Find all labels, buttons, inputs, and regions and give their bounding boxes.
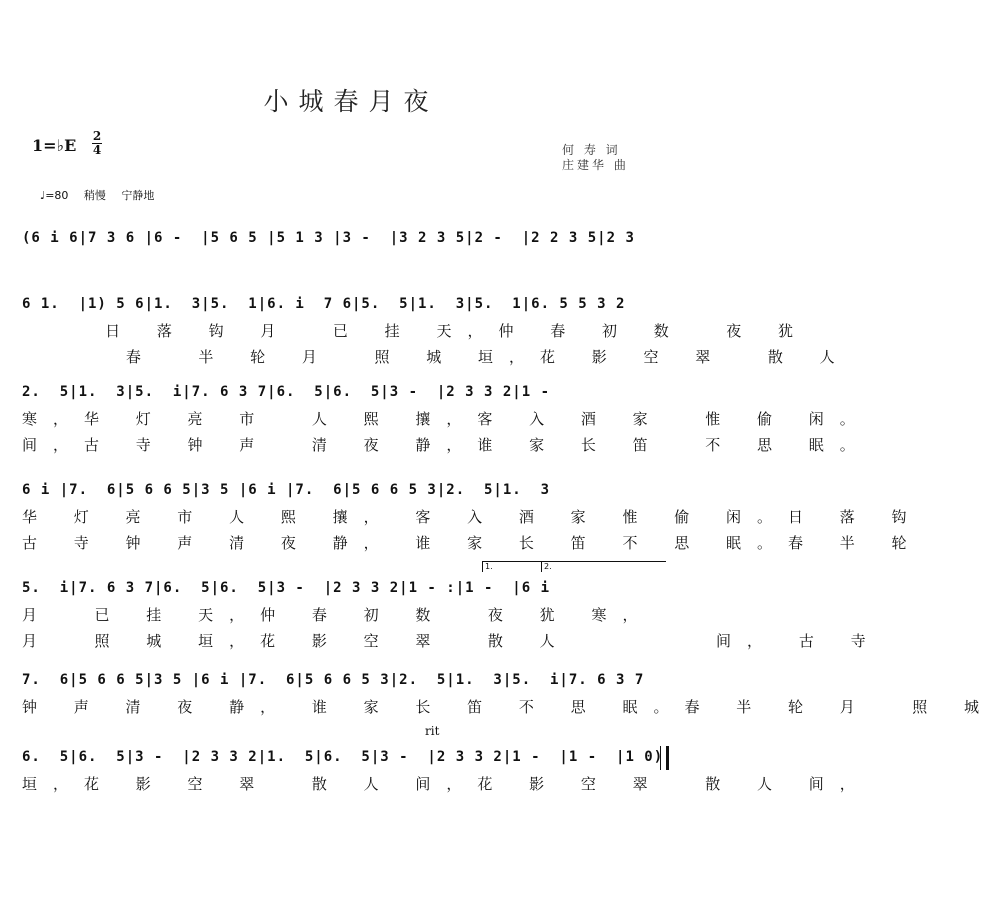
- notation-row: 7. 6|5 6 6 5|3 5 |6 i |7. 6|5 6 6 5 3|2. 5|1. 3|5. i|7. 6 3 7: [22, 672, 645, 688]
- notation-row: 5. i|7. 6 3 7|6. 5|6. 5|3 - |2 3 3 2|1 - :|1 - |6 i: [22, 580, 551, 596]
- notation-row: (6 i 6|7 3 6 |6 - |5 6 5 |5 1 3 |3 - |3 2 3 5|2 - |2 2 3 5|2 3: [22, 230, 635, 246]
- tempo-speed: 稍慢: [83, 189, 106, 202]
- first-ending-bracket: 1.: [482, 561, 541, 572]
- lyric-verse-1: 钟 声 清 夜 静， 谁 家 长 笛 不 思 眠。春 半 轮 月 照 城: [22, 698, 995, 716]
- lyric-verse-2: 间，古 寺 钟 声 清 夜 静，谁 家 长 笛 不 思 眠。: [22, 436, 871, 454]
- score-line-4: [22, 482, 923, 554]
- lyric-verse-2: 古 寺 钟 声 清 夜 静， 谁 家 长 笛 不 思 眠。春 半 轮: [22, 534, 923, 552]
- score-line-3: [22, 384, 871, 456]
- score-line-2: [22, 296, 851, 368]
- score-line-7: [22, 749, 871, 795]
- score-line-5: [22, 580, 882, 652]
- final-barline: [660, 746, 669, 770]
- ritardando-mark: rit: [425, 724, 440, 738]
- lyricist-credit: 何 寿 词: [562, 143, 621, 157]
- notation-row: 6 i |7. 6|5 6 6 5|3 5 |6 i |7. 6|5 6 6 5 3|2. 5|1. 3: [22, 482, 551, 498]
- score-line-1: [22, 230, 672, 250]
- tempo-marking: [40, 187, 166, 203]
- composer-credit: 庄建华 曲: [562, 158, 629, 172]
- lyric-verse-1: 寒，华 灯 亮 市 人 熙 攘，客 入 酒 家 惟 偷 闲。: [22, 410, 871, 428]
- notation-row: 6. 5|6. 5|3 - |2 3 3 2|1. 5|6. 5|3 - |2 3 3 2|1 - |1 - |1 0): [22, 749, 664, 765]
- lyric-verse-1: 日 落 钩 月 已 挂 天，仲 春 初 数 夜 犹: [22, 322, 810, 340]
- time-signature: [92, 130, 102, 157]
- tempo-mood: 宁静地: [121, 189, 155, 202]
- key-signature: 1=♭E: [32, 136, 77, 155]
- score-line-6: [22, 672, 995, 718]
- lyric-verse-2: 月 照 城 垣，花 影 空 翠 散 人 间， 古 寺: [22, 632, 882, 650]
- notation-row: 6 1. |1) 5 6|1. 3|5. 1|6. i 7 6|5. 5|1. 3|5. 1|6. 5 5 3 2: [22, 296, 626, 312]
- lyric-verse-1: 华 灯 亮 市 人 熙 攘， 客 入 酒 家 惟 偷 闲。日 落 钩: [22, 508, 923, 526]
- meter-denominator: 4: [92, 143, 102, 157]
- second-ending-bracket: 2.: [541, 561, 666, 572]
- lyric-verse-1: 垣，花 影 空 翠 散 人 间，花 影 空 翠 散 人 间，: [22, 775, 871, 793]
- meter-numerator: 2: [92, 129, 102, 143]
- song-title: 小城春月夜: [263, 87, 439, 116]
- lyric-verse-2: 春 半 轮 月 照 城 垣，花 影 空 翠 散 人: [22, 348, 851, 366]
- lyric-verse-1: 月 已 挂 天，仲 春 初 数 夜 犹 寒，: [22, 606, 654, 624]
- notation-row: 2. 5|1. 3|5. i|7. 6 3 7|6. 5|6. 5|3 - |2 3 3 2|1 -: [22, 384, 551, 400]
- tempo-mark: ♩=80: [40, 189, 69, 202]
